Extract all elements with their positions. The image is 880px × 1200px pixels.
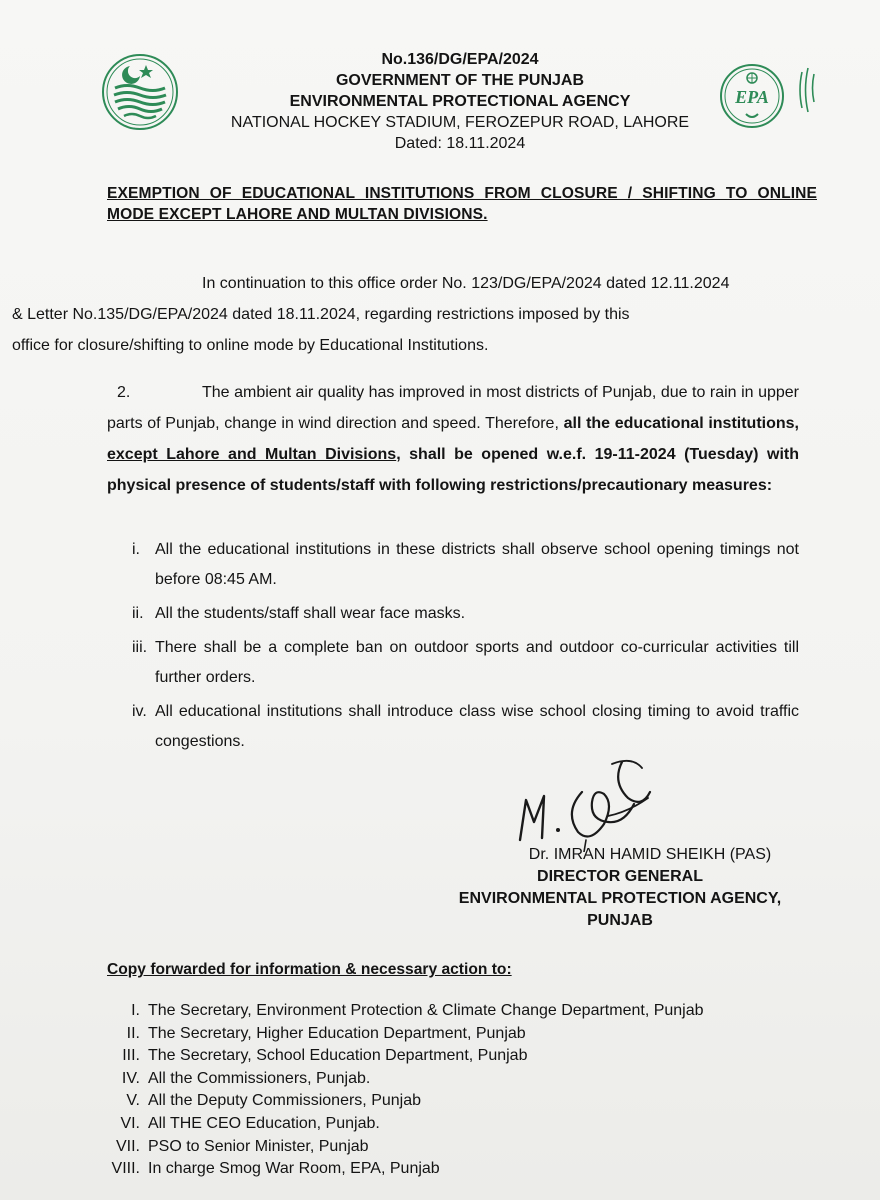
- list-item-number: III.: [122, 1047, 140, 1065]
- paragraph-2-bold-text: all the educational institutions,: [563, 415, 799, 432]
- list-item: [100, 1045, 800, 1068]
- paragraph-1-line-3: office for closure/shifting to online mode by Educational Institutions.: [12, 337, 489, 354]
- reference-number: No.136/DG/EPA/2024: [381, 51, 539, 68]
- list-item: [100, 1023, 800, 1046]
- list-item-text: PSO to Senior Minister, Punjab: [148, 1137, 369, 1155]
- signer-province: PUNJAB: [587, 912, 653, 929]
- list-item-number: V.: [126, 1092, 140, 1110]
- list-item-number: VII.: [115, 1137, 140, 1155]
- signer-organization: ENVIRONMENTAL PROTECTION AGENCY,: [458, 890, 782, 907]
- measure-item: [107, 535, 799, 595]
- list-item: [100, 1158, 800, 1181]
- list-item-number: II.: [126, 1024, 140, 1042]
- list-item-number: I.: [131, 1002, 140, 1019]
- agency-address: NATIONAL HOCKEY STADIUM, FEROZEPUR ROAD, LAHORE: [230, 114, 690, 131]
- measures-list: [107, 535, 799, 761]
- signer-title: DIRECTOR GENERAL: [537, 868, 703, 885]
- list-item: [100, 1113, 800, 1136]
- list-item: [100, 1000, 800, 1023]
- government-name: GOVERNMENT OF THE PUNJAB: [335, 72, 584, 89]
- list-item-text: In charge Smog War Room, EPA, Punjab: [148, 1160, 440, 1178]
- measure-number: i.: [132, 541, 140, 558]
- copy-forwarded-list: [100, 1000, 800, 1181]
- paragraph-2-opening-date: , shall be opened w.e.f. 19-11-2024 (Tuesday) with physical presence of students/staff with following restrictions/precautionary measures:: [107, 446, 799, 494]
- signer-name: Dr. IMRAN HAMID SHEIKH (PAS): [528, 846, 772, 863]
- paragraph-2-number: 2.: [117, 384, 131, 401]
- measure-text: All the educational institutions in these districts shall observe school opening timings not before 08:45 AM.: [155, 541, 799, 588]
- list-item: [100, 1136, 800, 1159]
- paragraph-2: [107, 377, 799, 501]
- list-item-text: The Secretary, School Education Department, Punjab: [148, 1047, 528, 1065]
- signer-block: [420, 844, 820, 932]
- measure-text: All the students/staff shall wear face masks.: [155, 605, 466, 622]
- punjab-government-emblem-icon: [100, 52, 180, 132]
- subject-line: EXEMPTION OF EDUCATIONAL INSTITUTIONS FROM CLOSURE / SHIFTING TO ONLINE MODE EXCEPT LAHORE AND MULTAN DIVISIONS.: [107, 185, 817, 223]
- letter-date: Dated: 18.11.2024: [394, 135, 526, 152]
- list-item-number: VI.: [120, 1114, 140, 1132]
- measure-number: iv.: [132, 703, 147, 720]
- paragraph-1: [12, 268, 799, 361]
- epa-logo-text: EPA: [735, 87, 769, 107]
- letterhead: [180, 49, 740, 154]
- measure-number: iii.: [132, 639, 148, 656]
- list-item-number: IV.: [121, 1069, 140, 1087]
- paragraph-2-text: The ambient air quality has improved in most districts of Punjab, due to rain in upper parts of Punjab, change in wind direction and speed. Therefore,: [107, 384, 799, 432]
- paragraph-1-line-1: In continuation to this office order No. 123/DG/EPA/2024 dated 12.11.2024: [202, 275, 730, 292]
- measure-item: [107, 697, 799, 757]
- list-item-number: VIII.: [111, 1160, 140, 1178]
- list-item-text: The Secretary, Environment Protection & Climate Change Department, Punjab: [148, 1002, 704, 1019]
- measure-item: [107, 633, 799, 693]
- list-item-text: The Secretary, Higher Education Department, Punjab: [148, 1024, 526, 1042]
- measure-item: [107, 599, 799, 629]
- list-item: [100, 1068, 800, 1091]
- measure-text: All educational institutions shall introduce class wise school closing timing to avoid traffic congestions.: [155, 703, 799, 750]
- list-item-text: All the Commissioners, Punjab.: [148, 1069, 371, 1087]
- agency-name: ENVIRONMENTAL PROTECTIONAL AGENCY: [289, 93, 631, 110]
- handwritten-signature-icon: [512, 752, 682, 852]
- list-item-text: All THE CEO Education, Punjab.: [148, 1114, 380, 1132]
- paragraph-2-exception: except Lahore and Multan Divisions: [107, 446, 397, 463]
- measure-number: ii.: [132, 605, 144, 622]
- copy-forwarded-heading: Copy forwarded for information & necessary action to:: [107, 961, 512, 978]
- measure-text: There shall be a complete ban on outdoor sports and outdoor co-curricular activities till further orders.: [155, 639, 799, 686]
- paragraph-1-line-2: & Letter No.135/DG/EPA/2024 dated 18.11.2024, regarding restrictions imposed by this: [12, 306, 630, 323]
- list-item: [100, 1090, 800, 1113]
- list-item-text: All the Deputy Commissioners, Punjab: [148, 1092, 422, 1110]
